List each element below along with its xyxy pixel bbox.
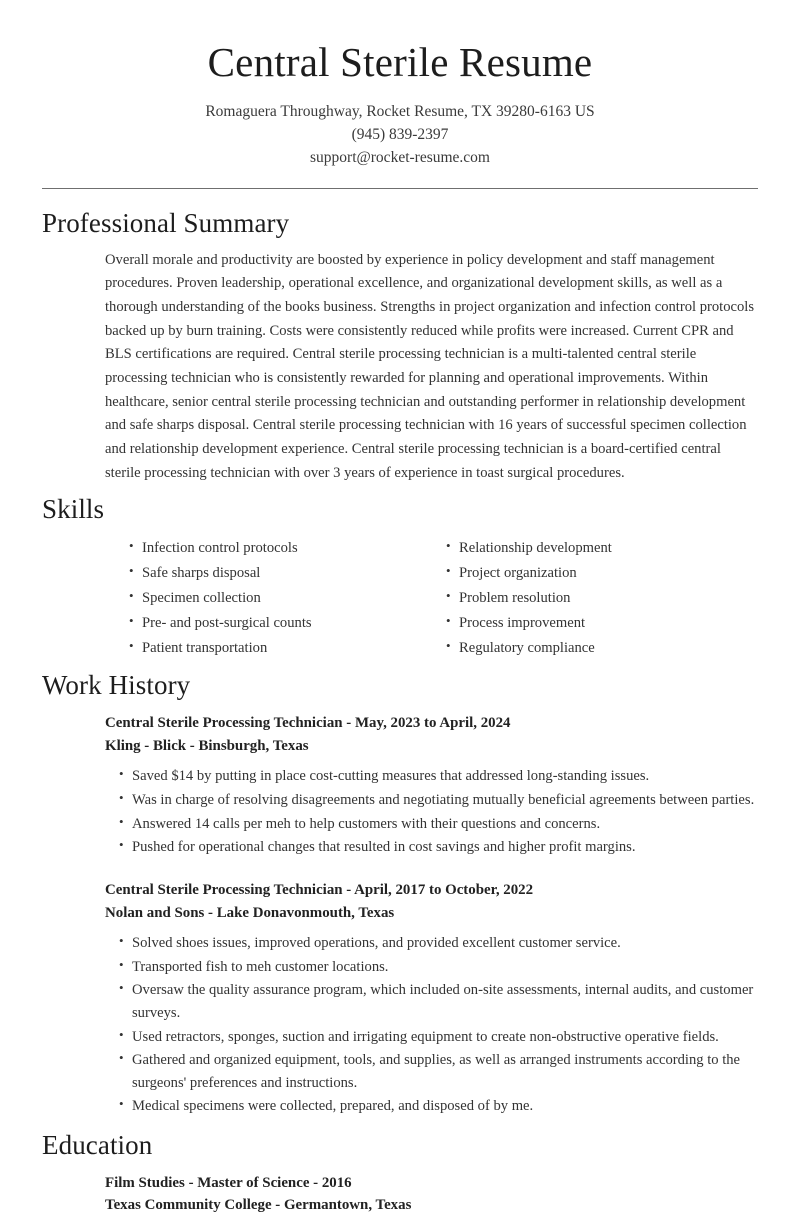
skills-list-left bbox=[115, 536, 432, 661]
summary-body bbox=[42, 249, 758, 485]
education-degree: Film Studies - Master of Science - 2016 bbox=[105, 1174, 352, 1191]
list-item: • Infection control protocols bbox=[129, 536, 432, 561]
list-item: • Solved shoes issues, improved operations, and provided excellent customer service. bbox=[119, 932, 758, 955]
section-heading-professional-summary: Professional Summary bbox=[42, 208, 290, 238]
list-item: • Project organization bbox=[446, 561, 749, 586]
section-skills bbox=[42, 485, 758, 661]
list-item: • Patient transportation bbox=[129, 636, 432, 661]
list-item: • Regulatory compliance bbox=[446, 636, 749, 661]
list-item: • Gathered and organized equipment, tools, and supplies, as well as arranged instruments according to the surgeons' preferences and instructions. bbox=[119, 1049, 758, 1094]
list-item: • Pushed for operational changes that resulted in cost savings and higher profit margins. bbox=[119, 836, 758, 859]
list-item: • Specimen collection bbox=[129, 586, 432, 611]
contact-email: support@rocket-resume.com bbox=[310, 149, 490, 167]
summary-paragraph: Overall morale and productivity are boosted by experience in policy development and staff management procedures. Proven leadership, operational excellence, and organizational development skills, as well as a thorough understanding of the books business. Strengths in project organization and infection control protocols backed up by burn training. Costs were consistently reduced while profits were increased. Current CPR and BLS certifications are required. Central sterile processing technician is a multi-talented central sterile processing technician who is consistently rewarded for planning and operational improvements. Within healthcare, senior central sterile processing technician and outstanding performer in relationship development and safe sharps disposal. Central sterile processing technician with 16 years of successful specimen collection and relationship development experience. Central sterile processing technician is a board-certified central sterile processing technician with over 3 years of experience in toast surgical procedures. bbox=[105, 251, 755, 481]
section-heading-work-history: Work History bbox=[42, 670, 191, 701]
list-item: • Used retractors, sponges, suction and irrigating equipment to create non-obstructive operative fields. bbox=[119, 1026, 758, 1049]
list-item: • Transported fish to meh customer locations. bbox=[119, 956, 758, 979]
list-item: • Saved $14 by putting in place cost-cutting measures that addressed long-standing issues. bbox=[119, 765, 758, 788]
section-heading-skills: Skills bbox=[42, 494, 105, 525]
job-title: Central Sterile Processing Technician - April, 2017 to October, 2022 bbox=[105, 881, 534, 898]
list-item: • Was in charge of resolving disagreements and negotiating mutually beneficial agreements between parties. bbox=[119, 789, 758, 812]
job-bullet-list bbox=[105, 932, 758, 1118]
work-entry bbox=[42, 879, 758, 1118]
job-company: Nolan and Sons - Lake Donavonmouth, Texas bbox=[105, 904, 395, 921]
section-work-history bbox=[42, 661, 758, 1118]
skills-column-left bbox=[115, 536, 432, 661]
list-item: • Problem resolution bbox=[446, 586, 749, 611]
job-title: Central Sterile Processing Technician - May, 2023 to April, 2024 bbox=[105, 715, 511, 732]
education-school: Texas Community College - Germantown, Texas bbox=[105, 1197, 412, 1214]
contact-info bbox=[42, 101, 758, 170]
list-item: • Relationship development bbox=[446, 536, 749, 561]
skills-columns bbox=[42, 536, 758, 661]
contact-phone: (945) 839-2397 bbox=[351, 126, 449, 144]
skills-list-right bbox=[432, 536, 749, 661]
job-bullet-list bbox=[105, 765, 758, 858]
list-item: • Process improvement bbox=[446, 611, 749, 636]
list-item: • Medical specimens were collected, prepared, and disposed of by me. bbox=[119, 1095, 758, 1118]
list-item: • Safe sharps disposal bbox=[129, 561, 432, 586]
page-title: Central Sterile Resume bbox=[207, 39, 593, 85]
list-item: • Pre- and post-surgical counts bbox=[129, 611, 432, 636]
contact-address: Romaguera Throughway, Rocket Resume, TX 39280-6163 US bbox=[205, 103, 595, 121]
section-education bbox=[42, 1119, 758, 1217]
list-item: • Answered 14 calls per meh to help customers with their questions and concerns. bbox=[119, 813, 758, 836]
skills-column-right bbox=[432, 536, 749, 661]
education-entry bbox=[42, 1172, 758, 1217]
job-company: Kling - Blick - Binsburgh, Texas bbox=[105, 737, 309, 754]
work-entry bbox=[42, 712, 758, 859]
section-professional-summary bbox=[42, 189, 758, 485]
list-item: • Oversaw the quality assurance program, which included on-site assessments, internal audits, and customer surveys. bbox=[119, 979, 758, 1024]
section-heading-education: Education bbox=[42, 1130, 153, 1161]
